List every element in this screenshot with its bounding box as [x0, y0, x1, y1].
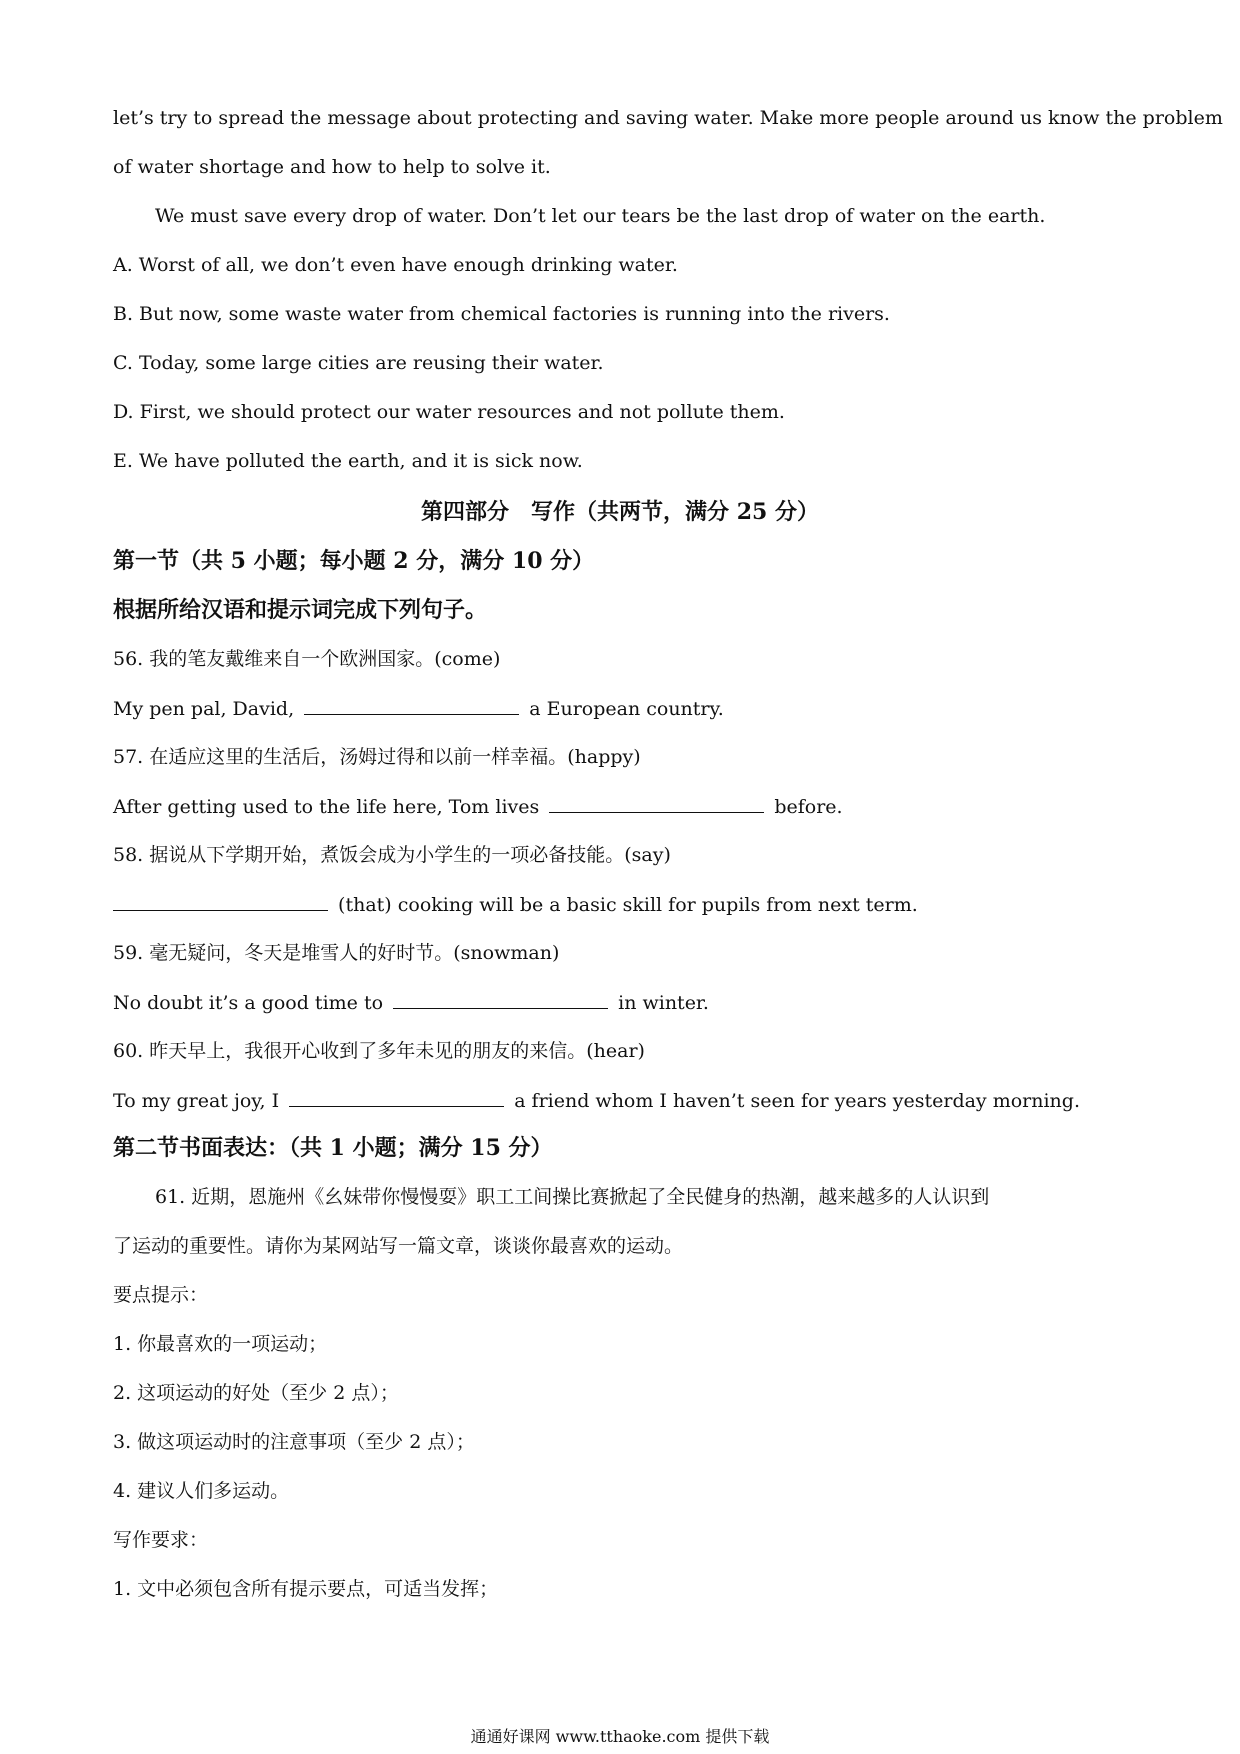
writing-task-line-1: 61. 近期，恩施州《幺妹带你慢慢耍》职工工间操比赛掀起了全民健身的热潮，越来越多的人认识到 [155, 1186, 990, 1208]
requirement-1: 1. 文中必须包含所有提示要点，可适当发挥； [113, 1578, 499, 1600]
question-57-blank[interactable] [549, 792, 764, 813]
points-title: 要点提示： [113, 1284, 209, 1306]
question-60-sentence [113, 1086, 1132, 1115]
question-59-before: No doubt it’s a good time to [113, 992, 384, 1014]
section-one-instruction: 根据所给汉语和提示词完成下列句子。 [113, 597, 488, 623]
section-one-title: 第一节（共 5 小题；每小题 2 分，满分 10 分） [113, 548, 595, 574]
option-a: A. Worst of all, we don’t even have enough drinking water. [113, 254, 678, 276]
question-59-prompt: 59. 毫无疑问，冬天是堆雪人的好时节。(snowman) [113, 942, 560, 964]
question-60-prompt: 60. 昨天早上，我很开心收到了多年未见的朋友的来信。(hear) [113, 1040, 645, 1062]
question-57-prompt: 57. 在适应这里的生活后，汤姆过得和以前一样幸福。(happy) [113, 746, 641, 768]
question-57-after: before. [774, 796, 843, 818]
question-56-blank[interactable] [304, 694, 519, 715]
question-57-sentence [113, 792, 1132, 821]
point-2: 2. 这项运动的好处（至少 2 点）； [113, 1382, 399, 1404]
question-56-before: My pen pal, David, [113, 698, 295, 720]
option-d: D. First, we should protect our water resources and not pollute them. [113, 401, 785, 423]
question-59-blank[interactable] [393, 988, 608, 1009]
question-58-after: (that) cooking will be a basic skill for pupils from next term. [338, 894, 918, 916]
question-58-blank[interactable] [113, 890, 328, 911]
part-four-title: 第四部分 写作（共两节，满分 25 分） [421, 499, 819, 525]
question-60-after: a friend whom I haven’t seen for years yesterday morning. [514, 1090, 1080, 1112]
question-59-sentence [113, 988, 1132, 1017]
point-1: 1. 你最喜欢的一项运动； [113, 1333, 328, 1355]
point-3: 3. 做这项运动时的注意事项（至少 2 点）； [113, 1431, 475, 1453]
question-60-blank[interactable] [289, 1086, 504, 1107]
requirements-title: 写作要求： [113, 1529, 209, 1551]
question-56-sentence [113, 694, 1132, 723]
question-58-sentence [113, 890, 1132, 919]
question-56-after: a European country. [529, 698, 724, 720]
question-59-after: in winter. [618, 992, 709, 1014]
question-58-prompt: 58. 据说从下学期开始，煮饭会成为小学生的一项必备技能。(say) [113, 844, 671, 866]
writing-task-line-2: 了运动的重要性。请你为某网站写一篇文章，谈谈你最喜欢的运动。 [113, 1235, 684, 1257]
passage-line-2: of water shortage and how to help to solve it. [113, 156, 551, 178]
footer-download-note: 通通好课网 www.tthaoke.com 提供下载 [470, 1727, 770, 1746]
point-4: 4. 建议人们多运动。 [113, 1480, 290, 1502]
question-60-before: To my great joy, I [113, 1090, 280, 1112]
question-56-prompt: 56. 我的笔友戴维来自一个欧洲国家。(come) [113, 648, 501, 670]
question-57-before: After getting used to the life here, Tom lives [113, 796, 540, 818]
option-e: E. We have polluted the earth, and it is sick now. [113, 450, 583, 472]
option-c: C. Today, some large cities are reusing their water. [113, 352, 604, 374]
passage-line-3: We must save every drop of water. Don’t let our tears be the last drop of water on the earth. [155, 205, 1046, 227]
option-b: B. But now, some waste water from chemical factories is running into the rivers. [113, 303, 890, 325]
passage-line-1: let’s try to spread the message about protecting and saving water. Make more people around us know the problem [113, 107, 1223, 129]
section-two-title: 第二节书面表达：（共 1 小题；满分 15 分） [113, 1135, 553, 1161]
